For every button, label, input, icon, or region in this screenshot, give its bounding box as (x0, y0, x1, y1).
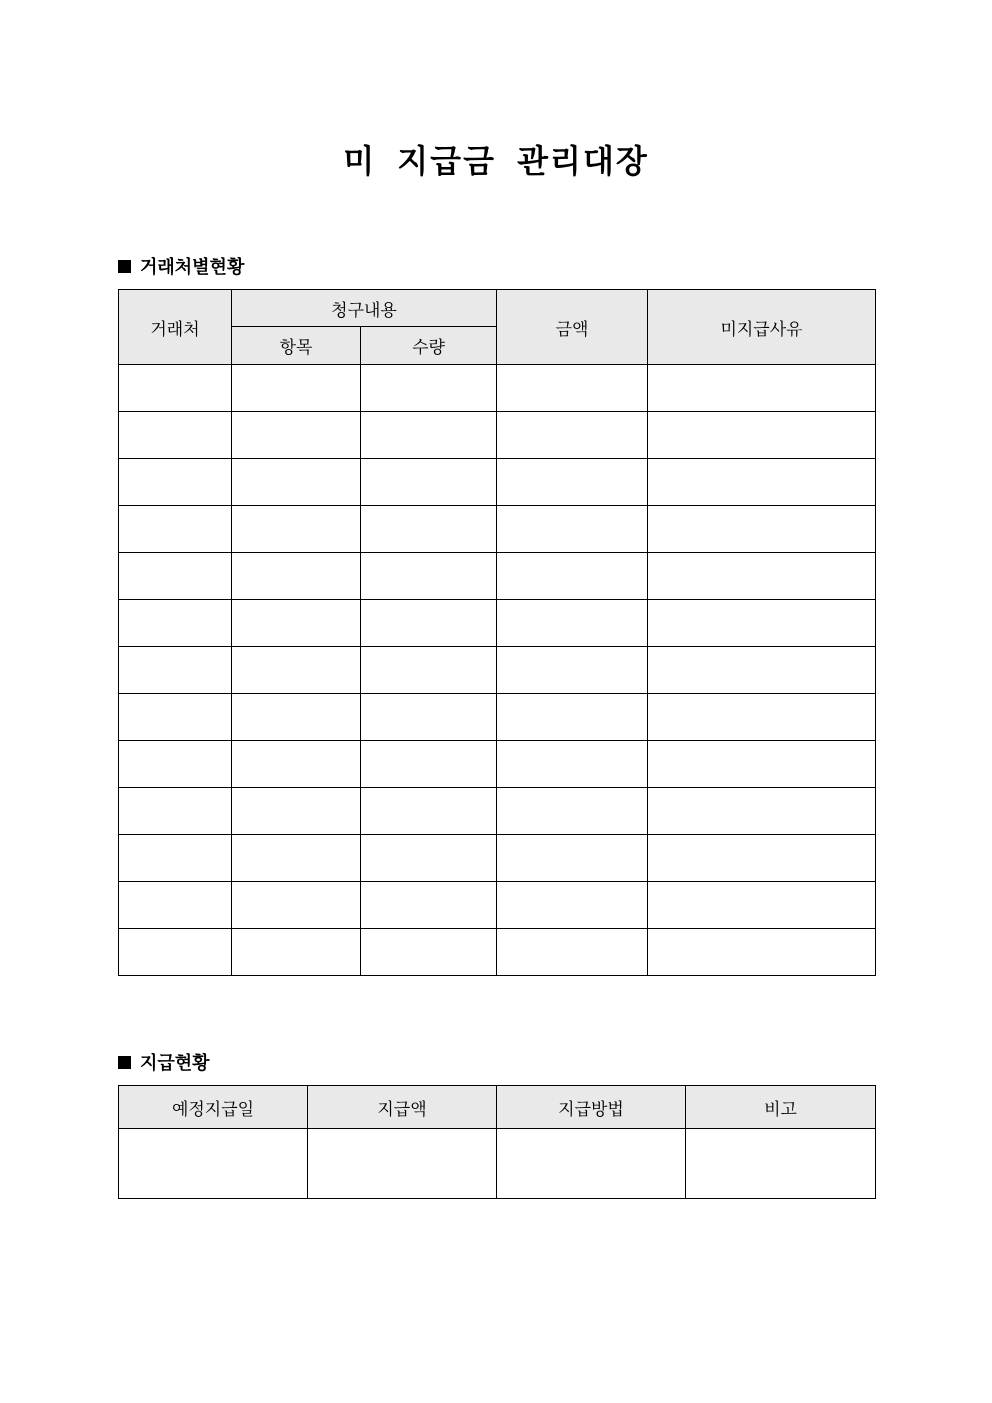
qty-cell[interactable] (361, 694, 497, 741)
vendor-cell[interactable] (119, 506, 232, 553)
vendor-cell[interactable] (119, 553, 232, 600)
item-cell[interactable] (232, 647, 361, 694)
reason-cell[interactable] (648, 788, 876, 835)
header-claim: 청구내용 (232, 290, 497, 327)
item-cell[interactable] (232, 506, 361, 553)
amount-cell[interactable] (497, 365, 648, 412)
reason-cell[interactable] (648, 459, 876, 506)
amount-cell[interactable] (497, 600, 648, 647)
reason-cell[interactable] (648, 741, 876, 788)
qty-cell[interactable] (361, 506, 497, 553)
item-cell[interactable] (232, 882, 361, 929)
item-cell[interactable] (232, 929, 361, 976)
reason-cell[interactable] (648, 506, 876, 553)
amount-cell[interactable] (497, 882, 648, 929)
table-row (119, 459, 876, 506)
header-reason: 미지급사유 (648, 290, 876, 365)
qty-cell[interactable] (361, 412, 497, 459)
reason-cell[interactable] (648, 647, 876, 694)
table-row (119, 929, 876, 976)
qty-cell[interactable] (361, 741, 497, 788)
table-row (119, 1129, 876, 1199)
header-item: 항목 (232, 327, 361, 365)
square-bullet-icon (118, 1056, 131, 1069)
header-amount: 금액 (497, 290, 648, 365)
amount-cell[interactable] (497, 553, 648, 600)
table-row (119, 412, 876, 459)
table-row (119, 882, 876, 929)
table-row (119, 365, 876, 412)
vendor-cell[interactable] (119, 600, 232, 647)
scheduled-date-cell[interactable] (119, 1129, 308, 1199)
item-cell[interactable] (232, 835, 361, 882)
qty-cell[interactable] (361, 882, 497, 929)
vendor-cell[interactable] (119, 929, 232, 976)
qty-cell[interactable] (361, 459, 497, 506)
amount-cell[interactable] (497, 835, 648, 882)
reason-cell[interactable] (648, 694, 876, 741)
reason-cell[interactable] (648, 365, 876, 412)
header-qty: 수량 (361, 327, 497, 365)
payment-method-cell[interactable] (497, 1129, 686, 1199)
qty-cell[interactable] (361, 365, 497, 412)
amount-cell[interactable] (497, 459, 648, 506)
reason-cell[interactable] (648, 412, 876, 459)
header-vendor: 거래처 (119, 290, 232, 365)
item-cell[interactable] (232, 365, 361, 412)
table-row (119, 647, 876, 694)
vendor-cell[interactable] (119, 882, 232, 929)
amount-cell[interactable] (497, 647, 648, 694)
header-payment-method: 지급방법 (497, 1086, 686, 1129)
amount-cell[interactable] (497, 506, 648, 553)
item-cell[interactable] (232, 553, 361, 600)
item-cell[interactable] (232, 788, 361, 835)
table-row (119, 506, 876, 553)
amount-cell[interactable] (497, 929, 648, 976)
reason-cell[interactable] (648, 882, 876, 929)
qty-cell[interactable] (361, 553, 497, 600)
reason-cell[interactable] (648, 600, 876, 647)
header-paid-amount: 지급액 (308, 1086, 497, 1129)
table-row (119, 835, 876, 882)
vendor-status-table (118, 289, 876, 976)
item-cell[interactable] (232, 741, 361, 788)
item-cell[interactable] (232, 412, 361, 459)
header-note: 비고 (686, 1086, 876, 1129)
qty-cell[interactable] (361, 788, 497, 835)
page-title: 미 지급금 관리대장 (343, 142, 649, 180)
amount-cell[interactable] (497, 694, 648, 741)
table-row (119, 600, 876, 647)
amount-cell[interactable] (497, 788, 648, 835)
vendor-cell[interactable] (119, 694, 232, 741)
section-heading-text: 거래처별현황 (140, 257, 245, 278)
reason-cell[interactable] (648, 835, 876, 882)
vendor-cell[interactable] (119, 365, 232, 412)
reason-cell[interactable] (648, 553, 876, 600)
item-cell[interactable] (232, 600, 361, 647)
table-row (119, 788, 876, 835)
square-bullet-icon (118, 260, 131, 273)
section-heading-payment-status (118, 1049, 210, 1075)
section-heading-vendor-status (118, 253, 244, 279)
vendor-cell[interactable] (119, 741, 232, 788)
reason-cell[interactable] (648, 929, 876, 976)
vendor-cell[interactable] (119, 647, 232, 694)
table-row (119, 741, 876, 788)
amount-cell[interactable] (497, 741, 648, 788)
item-cell[interactable] (232, 694, 361, 741)
paid-amount-cell[interactable] (308, 1129, 497, 1199)
vendor-cell[interactable] (119, 459, 232, 506)
header-scheduled-date: 예정지급일 (119, 1086, 308, 1129)
qty-cell[interactable] (361, 600, 497, 647)
note-cell[interactable] (686, 1129, 876, 1199)
vendor-cell[interactable] (119, 835, 232, 882)
qty-cell[interactable] (361, 835, 497, 882)
qty-cell[interactable] (361, 647, 497, 694)
table-row (119, 694, 876, 741)
payment-status-table (118, 1085, 876, 1199)
vendor-cell[interactable] (119, 788, 232, 835)
section-heading-text: 지급현황 (140, 1053, 210, 1074)
qty-cell[interactable] (361, 929, 497, 976)
table-row (119, 553, 876, 600)
amount-cell[interactable] (497, 412, 648, 459)
vendor-cell[interactable] (119, 412, 232, 459)
item-cell[interactable] (232, 459, 361, 506)
